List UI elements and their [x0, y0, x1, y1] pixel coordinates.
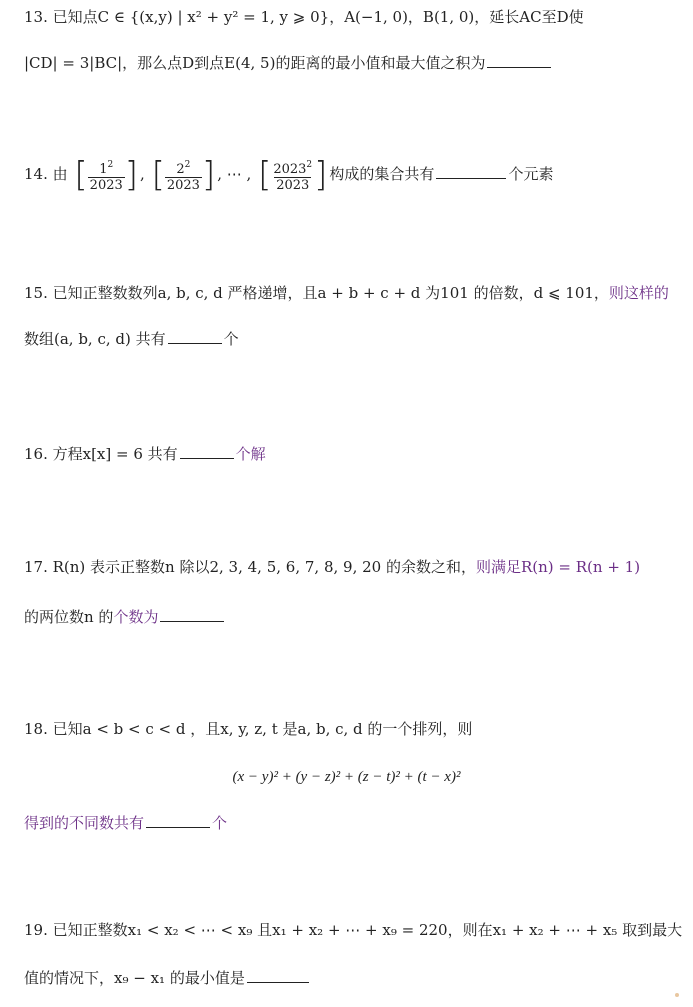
problem-19-line-1 — [24, 919, 682, 941]
answer-blank-14[interactable] — [436, 164, 506, 179]
problem-15-tail: 个 — [223, 330, 239, 348]
problem-15-text-1b: 则这样的 — [608, 284, 669, 302]
answer-blank-18[interactable] — [146, 813, 210, 828]
problem-18-line-2 — [24, 812, 227, 834]
problem-14-tail: 个元素 — [508, 165, 554, 183]
problem-16-line — [24, 443, 266, 465]
problem-15-text-1a: 15. 已知正整数数列a, b, c, d 严格递增，且a + b + c + d 为101 的倍数，d ⩽ 101， — [24, 284, 609, 302]
floor-fraction-2: [ $\frac{2^2}{2023}$ ] — [151, 155, 216, 195]
problem-19-line-2 — [24, 967, 311, 989]
problem-17-text-1a: 17. R(n) 表示正整数n 除以2, 3, 4, 5, 6, 7, 8, 9, 20 的余数之和， — [24, 558, 476, 576]
problem-13-text-2: |CD| = 3|BC|，那么点D到点E(4, 5)的距离的最小值和最大值之积为 — [24, 54, 486, 72]
problem-14-prefix: 14. 由 — [24, 165, 68, 183]
problem-16-tail: 个解 — [235, 445, 266, 463]
floor-fraction-3: [ $\frac{2023^2}{2023}$ ] — [258, 155, 328, 195]
problem-15-text-2: 数组(a, b, c, d) 共有 — [24, 330, 166, 348]
problem-18-text-2: 得到的不同数共有 — [24, 814, 145, 832]
problem-17-text-2b: 个数为 — [113, 608, 159, 626]
problem-17-line-1 — [24, 556, 640, 578]
problem-18-line-1 — [24, 718, 472, 740]
problem-17-text-1b: 则满足R(n) = R(n + 1) — [475, 558, 641, 576]
problem-18-tail: 个 — [212, 814, 228, 832]
problem-13-line-1 — [24, 6, 584, 28]
corner-dot — [675, 993, 679, 997]
ellipsis: , ⋯ , — [217, 165, 252, 183]
problem-13-line-2 — [24, 52, 553, 74]
answer-blank-13[interactable] — [487, 53, 551, 68]
problem-14-line: 14. 由 [ $\frac{1^2}{2023}$ ] , [ $\frac{2^2}{2023}$ ] , ⋯ , [ $\frac{2023^2}{2023}$ ] 构成的集合共有 个元素 — [24, 155, 554, 195]
answer-blank-16[interactable] — [180, 444, 234, 459]
answer-blank-15[interactable] — [168, 329, 222, 344]
problem-15-line-1 — [24, 282, 669, 304]
problem-13-text-1: 13. 已知点C ∈ {(x,y) | x² + y² = 1, y ⩾ 0}，A(−1, 0)，B(1, 0)，延长AC至D使 — [24, 8, 584, 26]
problem-15-line-2 — [24, 328, 239, 350]
problem-18-text-1: 18. 已知a < b < c < d ，且x, y, z, t 是a, b, c, d 的一个排列，则 — [24, 720, 473, 738]
problem-17-line-2 — [24, 606, 226, 628]
answer-blank-17[interactable] — [160, 607, 224, 622]
floor-fraction-1: [ $\frac{1^2}{2023}$ ] — [74, 155, 139, 195]
problem-19-text-2: 值的情况下，x₉ − x₁ 的最小值是 — [24, 969, 245, 987]
problem-16-text: 16. 方程x[x] = 6 共有 — [24, 445, 178, 463]
problem-14-suffix: 构成的集合共有 — [329, 165, 435, 183]
problem-19-text-1: 19. 已知正整数x₁ < x₂ < ⋯ < x₉ 且x₁ + x₂ + ⋯ + x₉ = 220，则在x₁ + x₂ + ⋯ + x₅ 取到最大 — [24, 921, 683, 939]
problem-17-text-2a: 的两位数n 的 — [24, 608, 114, 626]
problem-18-formula: (x − y)² + (y − z)² + (z − t)² + (t − x)² — [232, 769, 461, 785]
answer-blank-19[interactable] — [247, 968, 309, 983]
